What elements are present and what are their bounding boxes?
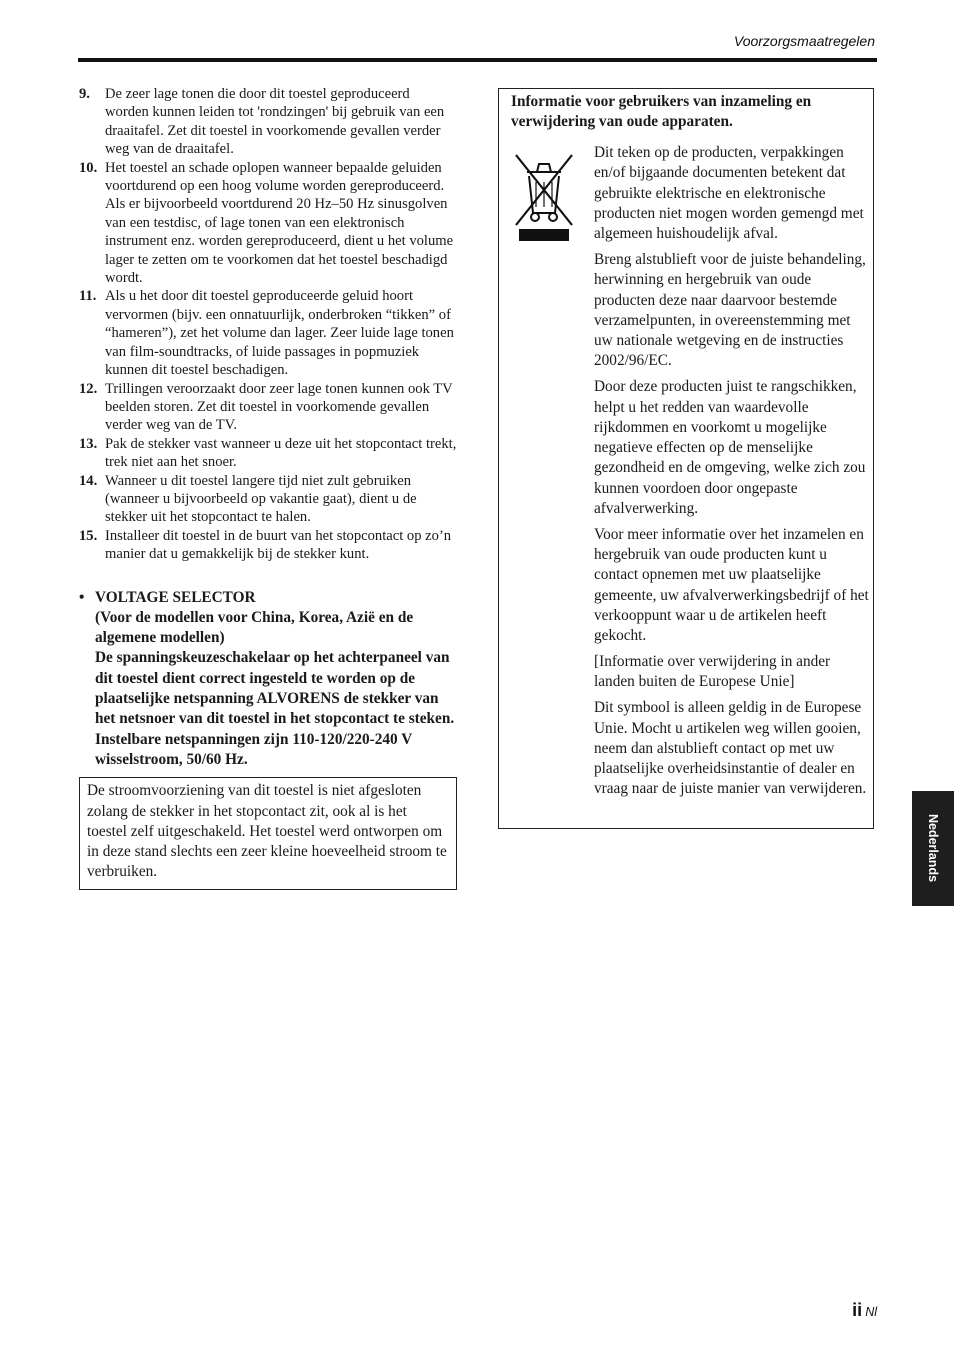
info-paragraph: Breng alstublieft voor de juiste behandeling, herwinning en hergebruik van oude producten deze naar daarvoor bestemde verzamelpunten, in overeenstemming met uw nationale wetgeving en de instructies 2002/96/EC. <box>594 250 866 370</box>
item-text: De zeer lage tonen die door dit toestel geproduceerd worden kunnen leiden tot 'rondzingen' bij gebruik van een draaitafel. Zet dit toestel in voorkomende gevallen verder weg van de draaitafel. <box>105 86 445 158</box>
list-item <box>79 287 457 379</box>
list-item <box>79 435 457 472</box>
weee-crossed-bin-icon <box>513 149 575 243</box>
item-text: Wanneer u dit toestel langere tijd niet zult gebruiken (wanneer u bijvoorbeeld op vakantie gaat), dient u de stekker uit het stopcontact te halen. <box>105 472 417 526</box>
list-item <box>79 380 457 435</box>
left-column <box>79 85 457 890</box>
precautions-list <box>79 85 457 564</box>
list-item <box>79 85 457 159</box>
info-paragraph: [Informatie over verwijdering in ander landen buiten de Europese Unie] <box>594 653 831 691</box>
info-paragraph: Door deze producten juist te rangschikken, helpt u het redden van waardevolle rijkdommen en voorkomt u mogelijke negatieve effecten op de menselijke gezondheid en de omgeving, welke zich zou kunnen voordoen door ongepaste afvalverwerking. <box>594 378 866 518</box>
info-paragraph: Voor meer informatie over het inzamelen en hergebruik van oude producten kunt u contact opnemen met uw plaatselijke gemeente, uw afvalverwerkingsbedrijf of het verkooppunt waar u de artikelen heeft gekocht. <box>594 525 869 645</box>
item-text: Pak de stekker vast wanneer u deze uit het stopcontact trekt, trek niet aan het snoer. <box>105 435 457 471</box>
language-side-tab <box>912 791 954 906</box>
item-number: 10. <box>79 159 98 176</box>
list-item <box>79 472 457 527</box>
voltage-body: De spanningskeuzeschakelaar op het achterpaneel van dit toestel dient correct ingesteld te worden op de plaatselijke netspanning ALVORENS de stekker van het netsnoer van dit toestel in het stopcontact te steken. Instelbare netspanningen zijn 110-120/220-240 V wisselstroom, 50/60 Hz. <box>95 649 455 768</box>
item-number: 11. <box>79 288 97 305</box>
item-text: Trillingen veroorzaakt door zeer lage tonen kunnen ook TV beelden storen. Zet dit toestel in voorkomende gevallen verder weg van de TV. <box>105 380 453 434</box>
item-text: Het toestel an schade oplopen wanneer bepaalde geluiden voortdurend op een hoog volume worden gereproduceerd. Als er bijvoorbeeld voortdurend 20 Hz–50 Hz sinusgolven van een testdisc, of lage tonen van een elektronisch instrument enz. worden gereproduceerd, dient u het volume lager te zetten om te voorkomen dat het toestel beschadigd wordt. <box>105 159 454 287</box>
power-notice-box: De stroomvoorziening van dit toestel is niet afgesloten zolang de stekker in het stopcontact zit, ook al is het toestel zelf uitgeschakeld. Het toestel werd ontworpen om in deze stand slechts een zeer kleine hoeveelheid stroom te verbruiken. <box>79 777 457 889</box>
list-item <box>79 527 457 564</box>
voltage-heading: VOLTAGE SELECTOR <box>95 588 256 606</box>
item-number: 14. <box>79 472 98 489</box>
info-paragraph: Dit teken op de producten, verpakkingen en/of bijgaande documenten betekent dat gebruikte elektrische en elektronische producten niet mogen worden gemengd met algemeen huishoudelijk afval. <box>594 144 864 243</box>
item-number: 13. <box>79 435 98 452</box>
weee-info-box <box>498 88 874 829</box>
page-header-title: Voorzorgsmaatregelen <box>733 33 875 49</box>
info-paragraphs <box>594 143 869 805</box>
item-text: Als u het door dit toestel geproduceerde geluid hoort vervormen (bijv. een onnatuurlijk, onderbroken “tikken” of “hameren”), zet het volume dan lager. Zeer luide lage tonen van film-soundtracks, of luide passages in popmuziek kunnen dit toestel beschadigen. <box>105 288 454 379</box>
info-paragraph: Dit symbool is alleen geldig in de Europese Unie. Mocht u artikelen weg willen gooien, neem dan alstublieft contact op met uw plaatselijke overheidsinstantie of dealer en vraag naar de juiste manier van verwijderen. <box>594 699 867 798</box>
item-number: 12. <box>79 380 98 397</box>
item-number: 15. <box>79 527 98 544</box>
page-language-code: Nl <box>865 1305 877 1319</box>
item-number: 9. <box>79 86 90 102</box>
item-text: Installeer dit toestel in de buurt van het stopcontact op zo’n manier dat u gemakkelijk bij de stekker kunt. <box>105 527 452 563</box>
info-box-title: Informatie voor gebruikers van inzameling en verwijdering van oude apparaten. <box>511 93 812 131</box>
language-tab-label: Nederlands <box>926 813 940 883</box>
page-number <box>852 1300 877 1321</box>
list-item <box>79 159 457 288</box>
bullet-mark: • <box>79 588 85 606</box>
header-rule <box>78 58 877 62</box>
voltage-selector-section <box>79 588 457 771</box>
page-number-value: ii <box>852 1300 863 1320</box>
voltage-models: (Voor de modellen voor China, Korea, Azië en de algemene modellen) <box>95 608 414 647</box>
